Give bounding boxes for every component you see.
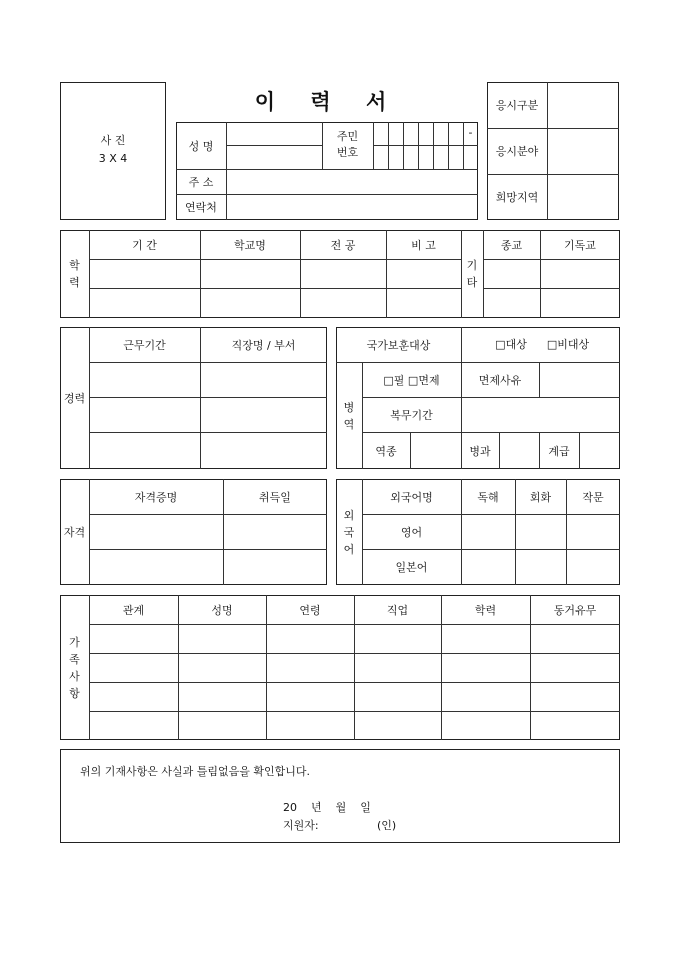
photo-size: 3 X 4 [98, 151, 128, 165]
education-row[interactable] [90, 289, 460, 317]
service-period-field[interactable] [462, 398, 619, 431]
service-period-label: 복무기간 [390, 408, 433, 422]
license-side-label: 자격 [63, 526, 86, 539]
edu-header-period: 기 간 [132, 238, 157, 252]
career-row[interactable] [90, 398, 326, 431]
arm-label: 병과 [469, 444, 491, 458]
rrn-label-1: 주민 [336, 130, 359, 143]
language-japanese-label: 일본어 [395, 561, 428, 574]
veteran-option-no[interactable]: □비대상 [546, 338, 590, 351]
family-header-name: 성명 [211, 603, 233, 617]
veteran-label: 국가보훈대상 [366, 338, 431, 352]
contact-label: 연락처 [185, 201, 217, 214]
edu-header-major: 전 공 [330, 238, 356, 252]
veteran-option-yes[interactable]: □대상 [495, 338, 527, 351]
edu-header-note: 비 고 [411, 238, 436, 252]
family-header-relation: 관계 [122, 603, 145, 617]
family-row[interactable] [90, 683, 619, 710]
license-header-name: 자격증명 [134, 490, 178, 504]
rrn-label-2: 번호 [336, 146, 359, 159]
license-row[interactable] [90, 550, 326, 584]
family-row[interactable] [90, 625, 619, 652]
apply-type-field[interactable] [548, 83, 618, 127]
apply-region-field[interactable] [548, 175, 618, 219]
apply-field-field[interactable] [548, 129, 618, 173]
etc-header-religion: 종교 [500, 238, 523, 252]
applicant-signature-field[interactable] [322, 816, 372, 831]
family-row[interactable] [90, 712, 619, 739]
family-side-label: 가 족 사 항 [69, 635, 80, 700]
seal-label: (인) [377, 819, 397, 832]
family-header-cohabit: 동거유무 [553, 603, 597, 617]
language-header-name: 외국어명 [390, 490, 433, 504]
military-status-options[interactable]: □필 □면제 [383, 373, 440, 387]
language-side-label: 외 국 어 [343, 508, 355, 556]
photo-label: 사 진 [100, 134, 126, 147]
apply-field-label: 응시분야 [495, 145, 539, 158]
address-field[interactable] [227, 170, 477, 193]
career-row[interactable] [90, 433, 326, 468]
family-header-age: 연령 [299, 603, 321, 617]
career-side-label: 경력 [63, 392, 86, 405]
language-header-speaking: 회화 [529, 490, 552, 504]
military-side-label: 병 역 [343, 400, 355, 431]
exempt-reason-field[interactable] [540, 363, 619, 396]
name-label: 성 명 [188, 139, 214, 153]
etc-header-religion-value: 기독교 [564, 238, 596, 252]
etc-side-label: 기 타 [466, 259, 478, 289]
applicant-label: 지원자: [283, 819, 319, 832]
language-english-label: 영어 [400, 525, 423, 539]
family-header-education: 학력 [474, 603, 497, 617]
apply-type-label: 응시구분 [495, 99, 539, 112]
name-field[interactable] [227, 123, 321, 168]
family-header-job: 직업 [386, 603, 409, 617]
confirmation-statement: 위의 기재사항은 사실과 틀림없음을 확인합니다. [80, 765, 311, 778]
edu-header-school: 학교명 [234, 238, 266, 252]
license-row[interactable] [90, 515, 326, 548]
branch-label: 역종 [375, 444, 397, 458]
career-row[interactable] [90, 363, 326, 396]
education-side-label: 학 력 [69, 259, 80, 289]
language-header-writing: 작문 [582, 490, 604, 504]
branch-field[interactable] [411, 433, 460, 468]
rank-field[interactable] [580, 433, 619, 468]
family-row[interactable] [90, 654, 619, 681]
language-row[interactable] [462, 550, 619, 584]
rrn-dash: - [468, 125, 473, 139]
career-header-company: 직장명 / 부서 [231, 338, 296, 352]
rrn-field[interactable] [374, 123, 477, 168]
address-label: 주 소 [188, 175, 214, 189]
contact-field[interactable] [227, 195, 477, 219]
career-header-period: 근무기간 [123, 338, 166, 352]
language-header-reading: 독해 [477, 490, 499, 504]
page-title: 이 력 서 [254, 90, 401, 114]
arm-field[interactable] [500, 433, 538, 468]
exempt-reason-label: 면제사유 [478, 373, 522, 387]
apply-region-label: 희망지역 [495, 191, 539, 204]
education-row[interactable] [90, 260, 460, 287]
rank-label: 계급 [548, 444, 570, 458]
confirmation-date[interactable]: 20 년 월 일 [283, 801, 371, 814]
license-header-date: 취득일 [259, 490, 291, 504]
language-row[interactable] [462, 515, 619, 548]
